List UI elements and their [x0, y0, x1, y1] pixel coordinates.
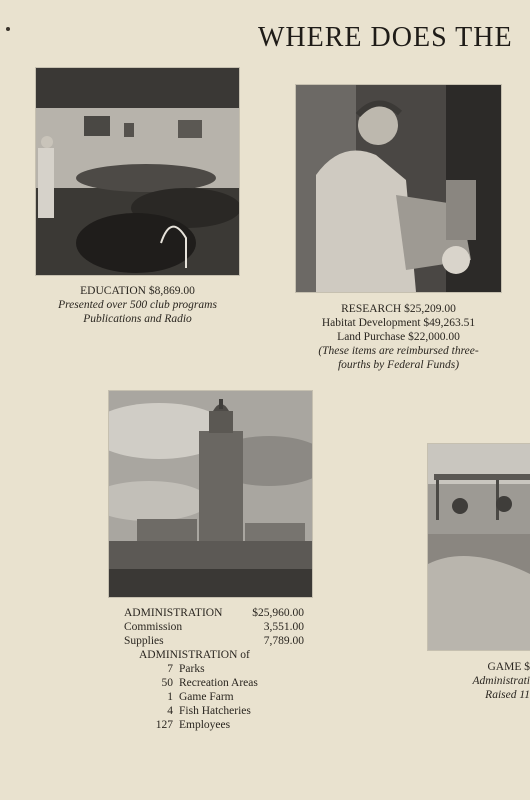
- research-note2: fourths by Federal Funds): [337, 359, 460, 371]
- list-item: 50 Recreation Areas: [161, 677, 258, 689]
- list-item: 4 Fish Hatcheries: [167, 705, 251, 717]
- administration-caption: [124, 606, 304, 732]
- commission-row: [124, 620, 304, 634]
- administration-amount: $25,960.00: [252, 607, 304, 619]
- commission-amount: 3,551.00: [263, 621, 304, 633]
- game-line2: Raised 11: [485, 689, 530, 701]
- game-line1: Administrati: [472, 675, 530, 687]
- education-caption: [36, 284, 239, 326]
- page-heading: WHERE DOES THE: [258, 22, 513, 53]
- administration-list: [124, 662, 304, 732]
- game-photo: [428, 444, 530, 650]
- research-caption: [296, 302, 501, 372]
- page-mark: [6, 27, 10, 31]
- research-line1: Habitat Development $49,263.51: [321, 317, 476, 329]
- supplies-row: [124, 634, 304, 648]
- education-line2: Publications and Radio: [83, 313, 192, 325]
- game-title: GAME $: [487, 661, 530, 673]
- administration-photo: [109, 391, 312, 597]
- research-note1: (These items are reimbursed three-: [318, 345, 479, 357]
- education-title: EDUCATION $8,869.00: [80, 285, 195, 297]
- supplies-amount: 7,789.00: [263, 635, 304, 647]
- administration-title: ADMINISTRATION: [124, 607, 223, 619]
- supplies-label: Supplies: [124, 635, 164, 647]
- game-caption: [462, 660, 530, 702]
- administration-of-heading: ADMINISTRATION of: [139, 649, 250, 661]
- research-photo: [296, 85, 501, 292]
- research-line2: Land Purchase $22,000.00: [337, 331, 460, 343]
- education-photo: [36, 68, 239, 275]
- list-item: 1 Game Farm: [167, 691, 234, 703]
- research-title: RESEARCH $25,209.00: [341, 303, 456, 315]
- education-line1: Presented over 500 club programs: [58, 299, 217, 311]
- administration-title-row: [124, 606, 304, 620]
- list-item: 127 Employees: [155, 719, 231, 731]
- list-item: 7 Parks: [167, 663, 205, 675]
- commission-label: Commission: [124, 621, 183, 633]
